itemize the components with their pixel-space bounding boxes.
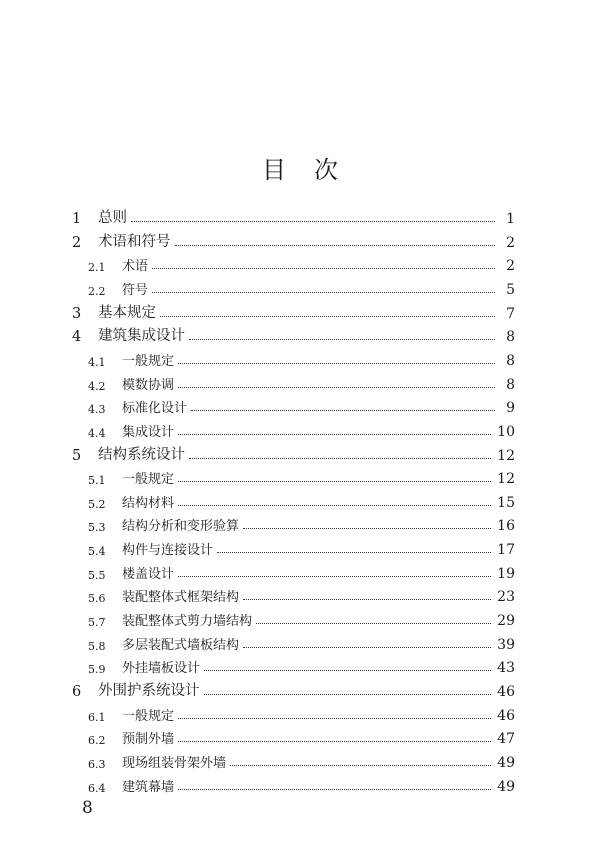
toc-entry-page: 12	[497, 471, 515, 488]
toc-entry-number: 5.3	[88, 521, 106, 535]
toc-entry-page: 49	[497, 778, 515, 795]
toc-entry-title: 一般规定	[122, 708, 175, 724]
toc-entry-title: 构件与连接设计	[122, 543, 214, 559]
toc-entry-number: 4	[72, 329, 82, 346]
dot-leader	[189, 339, 495, 340]
page-number: 8	[82, 798, 93, 818]
toc-entry-number: 2.1	[88, 261, 106, 275]
dot-leader	[191, 410, 495, 411]
toc-entry-page: 49	[497, 754, 515, 771]
toc-entry-5-8[interactable]	[72, 631, 515, 653]
dot-leader	[178, 387, 495, 388]
toc-entry-5-5[interactable]	[72, 560, 515, 582]
toc-entry-page: 8	[506, 376, 515, 393]
toc-entry-number: 2	[72, 234, 82, 251]
toc-entry-page: 12	[497, 447, 515, 464]
dot-leader	[178, 481, 491, 482]
toc-entry-number: 5.8	[88, 639, 106, 653]
toc-entry-page: 2	[506, 258, 515, 275]
toc-entry-title: 总则	[98, 210, 127, 226]
toc-entry-5-9[interactable]	[72, 654, 515, 676]
toc-entry-2-1[interactable]	[72, 252, 515, 274]
toc-entry-number: 6.1	[88, 710, 106, 724]
toc-entry-title: 装配整体式剪力墙结构	[122, 614, 253, 630]
dot-leader	[178, 576, 491, 577]
toc-entry-number: 5.2	[88, 497, 106, 511]
toc-entry-5-6[interactable]	[72, 583, 515, 605]
dot-leader	[204, 670, 491, 671]
toc-entry-title: 多层装配式墙板结构	[122, 637, 240, 653]
dot-leader	[243, 647, 491, 648]
toc-entry-2[interactable]	[72, 229, 515, 251]
toc-entry-title: 现场组装骨架外墙	[122, 755, 227, 771]
toc-entry-title: 建筑幕墙	[122, 779, 175, 795]
toc-entry-number: 5.1	[88, 474, 106, 488]
toc-entry-number: 6.2	[88, 734, 106, 748]
toc-entry-title: 符号	[122, 282, 149, 298]
toc-entry-title: 术语	[122, 259, 149, 275]
toc-entry-number: 6.3	[88, 757, 106, 771]
toc-entry-5-1[interactable]	[72, 465, 515, 487]
toc-entry-5-2[interactable]	[72, 489, 515, 511]
toc-entry-number: 6	[72, 684, 82, 700]
toc-entry-6-3[interactable]	[72, 749, 515, 771]
toc-entry-title: 术语和符号	[98, 233, 171, 250]
toc-entry-5-7[interactable]	[72, 607, 515, 629]
dot-leader	[178, 434, 491, 435]
toc-entry-page: 19	[497, 565, 515, 582]
toc-entry-title: 结构材料	[122, 495, 175, 511]
toc-entry-4-1[interactable]	[72, 347, 515, 369]
toc-entry-6-1[interactable]	[72, 702, 515, 724]
toc-entry-page: 15	[497, 494, 515, 511]
toc-entry-page: 5	[506, 281, 515, 298]
toc-entry-number: 3	[72, 305, 82, 322]
dot-leader	[217, 552, 491, 553]
toc-entry-number: 5.9	[88, 663, 106, 677]
toc-entry-number: 4.2	[88, 379, 106, 393]
toc-entry-number: 5.7	[88, 616, 106, 630]
toc-entry-title: 标准化设计	[122, 401, 188, 417]
toc-entry-page: 10	[497, 423, 515, 440]
dot-leader	[178, 505, 491, 506]
toc-entry-2-2[interactable]	[72, 276, 515, 298]
toc-entry-number: 1	[72, 211, 82, 227]
toc-entry-4[interactable]	[72, 323, 515, 345]
dot-leader	[131, 221, 495, 222]
toc-entry-number: 5.5	[88, 568, 106, 582]
toc-entry-number: 4.1	[88, 355, 106, 369]
toc-entry-title: 楼盖设计	[122, 566, 175, 582]
toc-entry-title: 结构分析和变形验算	[122, 519, 240, 535]
toc-entry-number: 4.4	[88, 426, 106, 440]
toc-entry-title: 一般规定	[122, 353, 175, 369]
toc-entry-page: 2	[506, 234, 515, 251]
dot-leader	[178, 363, 495, 364]
toc-entry-number: 6.4	[88, 781, 106, 795]
toc-entry-page: 43	[497, 660, 515, 677]
toc-entry-page: 7	[506, 305, 515, 322]
toc-entry-number: 5.6	[88, 592, 106, 606]
dot-leader	[178, 741, 491, 742]
toc-entry-6-2[interactable]	[72, 725, 515, 747]
dot-leader	[243, 528, 491, 529]
toc-entry-title: 外挂墙板设计	[122, 661, 201, 677]
toc-entry-page: 16	[497, 518, 515, 535]
toc-entry-5-4[interactable]	[72, 536, 515, 558]
toc-entry-title: 结构系统设计	[98, 446, 185, 463]
toc-entry-5-3[interactable]	[72, 512, 515, 534]
toc-entry-title: 建筑集成设计	[98, 328, 185, 345]
toc-entry-title: 外围护系统设计	[98, 683, 200, 699]
toc-entry-title: 基本规定	[98, 304, 156, 321]
dot-leader	[175, 245, 496, 246]
toc-entry-title: 预制外墙	[122, 732, 175, 748]
toc-entry-page: 46	[497, 707, 515, 724]
toc-entry-3[interactable]	[72, 300, 515, 322]
toc-entry-1[interactable]	[72, 205, 515, 227]
toc-entry-number: 2.2	[88, 284, 106, 298]
toc-entry-6[interactable]	[72, 678, 515, 700]
dot-leader	[256, 623, 491, 624]
dot-leader	[160, 316, 495, 317]
toc-entry-page: 8	[506, 352, 515, 369]
toc-entry-4-2[interactable]	[72, 371, 515, 393]
dot-leader	[152, 292, 495, 293]
toc-entry-number: 5	[72, 447, 82, 464]
toc-entry-page: 8	[506, 329, 515, 346]
toc-entry-number: 5.4	[88, 545, 106, 559]
dot-leader	[152, 268, 495, 269]
toc-entry-title: 装配整体式框架结构	[122, 590, 240, 606]
dot-leader	[178, 718, 491, 719]
toc-entry-title: 集成设计	[122, 424, 175, 440]
toc-entry-page: 17	[497, 542, 515, 559]
dot-leader	[204, 694, 492, 695]
toc-entry-4-4[interactable]	[72, 418, 515, 440]
toc-entry-page: 9	[506, 400, 515, 417]
toc-entry-page: 29	[497, 613, 515, 630]
toc-entry-title: 一般规定	[122, 472, 175, 488]
toc-entry-page: 47	[497, 731, 515, 748]
toc-entry-page: 23	[497, 589, 515, 606]
dot-leader	[189, 458, 491, 459]
dot-leader	[178, 789, 491, 790]
toc-entry-page: 1	[506, 211, 515, 227]
dot-leader	[230, 765, 491, 766]
toc-entry-4-3[interactable]	[72, 394, 515, 416]
toc-entry-title: 模数协调	[122, 377, 175, 393]
toc-entry-page: 39	[497, 636, 515, 653]
toc-entry-5[interactable]	[72, 442, 515, 464]
page-title: 目次	[262, 156, 366, 184]
toc-entry-number: 4.3	[88, 403, 106, 417]
dot-leader	[243, 599, 491, 600]
toc-entry-6-4[interactable]	[72, 773, 515, 795]
toc-entry-page: 46	[497, 684, 515, 700]
